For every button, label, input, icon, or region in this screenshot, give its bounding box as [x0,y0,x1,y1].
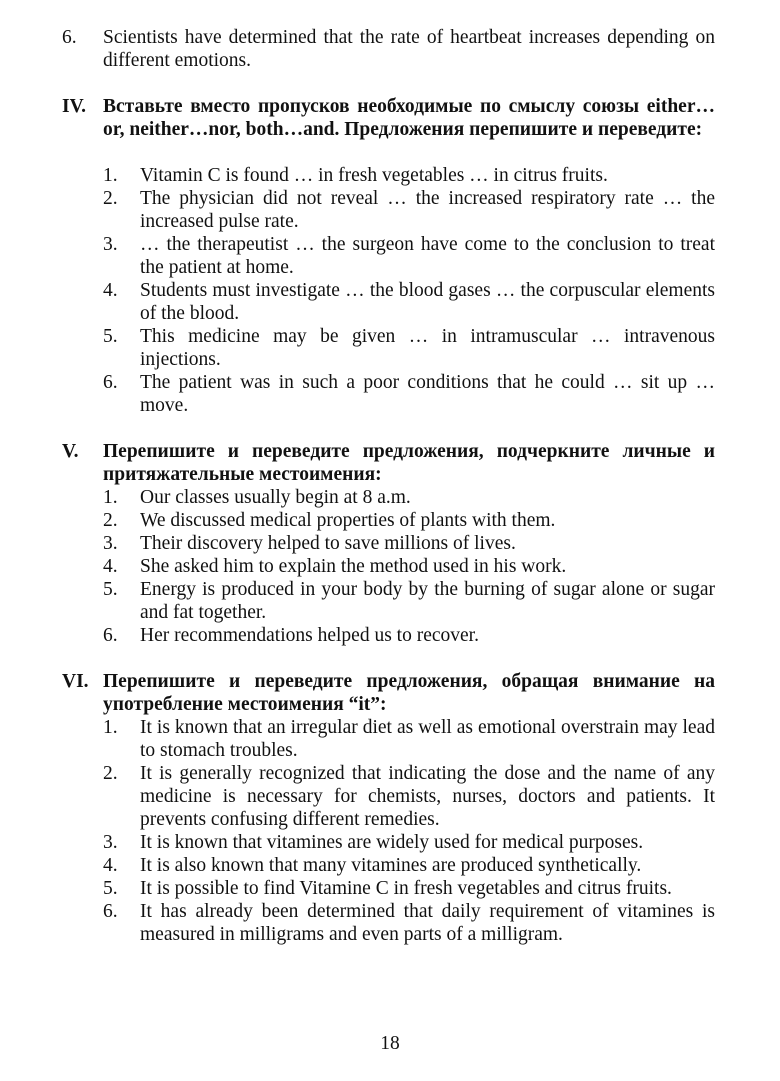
item-text: It is known that an irregular diet as well as emotional overstrain may lead to stomach troubles. [140,717,715,761]
item-text: This medicine may be given … in intramuscular … intravenous injections. [140,326,715,370]
item-text: It is also known that many vitamines are produced synthetically. [140,855,642,876]
item-text: Students must investigate … the blood gases … the corpuscular elements of the blood. [140,280,715,324]
item-number: 4. [103,556,118,577]
item-text: Scientists have determined that the rate of heartbeat increases depending on different emotions. [103,27,715,71]
item-text: It is generally recognized that indicating the dose and the name of any medicine is necessary for chemists, nurses, doctors and patients. It prevents confusing different remedies. [140,763,715,830]
item-number: 5. [103,579,118,600]
item-text: Energy is produced in your body by the burning of sugar alone or sugar and fat together. [140,579,715,623]
section-instruction: Вставьте вместо пропусков необходимые по смыслу союзы either…or, neither…nor, both…and. Предложения перепишите и переведите: [103,96,715,140]
item-text: We discussed medical properties of plants with them. [140,510,556,531]
item-text: The physician did not reveal … the increased respiratory rate … the increased pulse rate. [140,188,715,232]
item-text: Our classes usually begin at 8 a.m. [140,487,411,508]
item-text: It is possible to find Vitamine C in fresh vegetables and citrus fruits. [140,878,672,899]
section-instruction: Перепишите и переведите предложения, обращая внимание на употребление местоимения “it”: [103,671,715,715]
item-text: The patient was in such a poor conditions that he could … sit up … move. [140,372,715,416]
section-numeral: IV. [62,96,87,117]
item-number: 5. [103,326,118,347]
item-text: It is known that vitamines are widely used for medical purposes. [140,832,644,853]
item-number: 6. [62,27,77,48]
item-number: 6. [103,625,118,646]
section-numeral: V. [62,441,79,462]
item-text: … the therapeutist … the surgeon have come to the conclusion to treat the patient at home. [140,234,715,278]
item-number: 3. [103,234,118,255]
item-text: Her recommendations helped us to recover. [140,625,479,646]
item-number: 4. [103,280,118,301]
section-instruction: Перепишите и переведите предложения, подчеркните личные и притяжательные местоимения: [103,441,715,485]
item-text: She asked him to explain the method used in his work. [140,556,567,577]
item-text: It has already been determined that daily requirement of vitamines is measured in milligrams and even parts of a milligram. [140,901,715,945]
item-number: 3. [103,533,118,554]
item-number: 2. [103,763,118,784]
item-number: 6. [103,901,118,922]
item-number: 5. [103,878,118,899]
item-number: 6. [103,372,118,393]
page-number: 18 [380,1033,400,1054]
item-number: 3. [103,832,118,853]
section-numeral: VI. [62,671,89,692]
item-number: 4. [103,855,118,876]
item-text: Their discovery helped to save millions of lives. [140,533,516,554]
item-number: 1. [103,487,118,508]
item-number: 1. [103,165,118,186]
item-text: Vitamin C is found … in fresh vegetables … in citrus fruits. [140,165,608,186]
item-number: 1. [103,717,118,738]
item-number: 2. [103,510,118,531]
item-number: 2. [103,188,118,209]
